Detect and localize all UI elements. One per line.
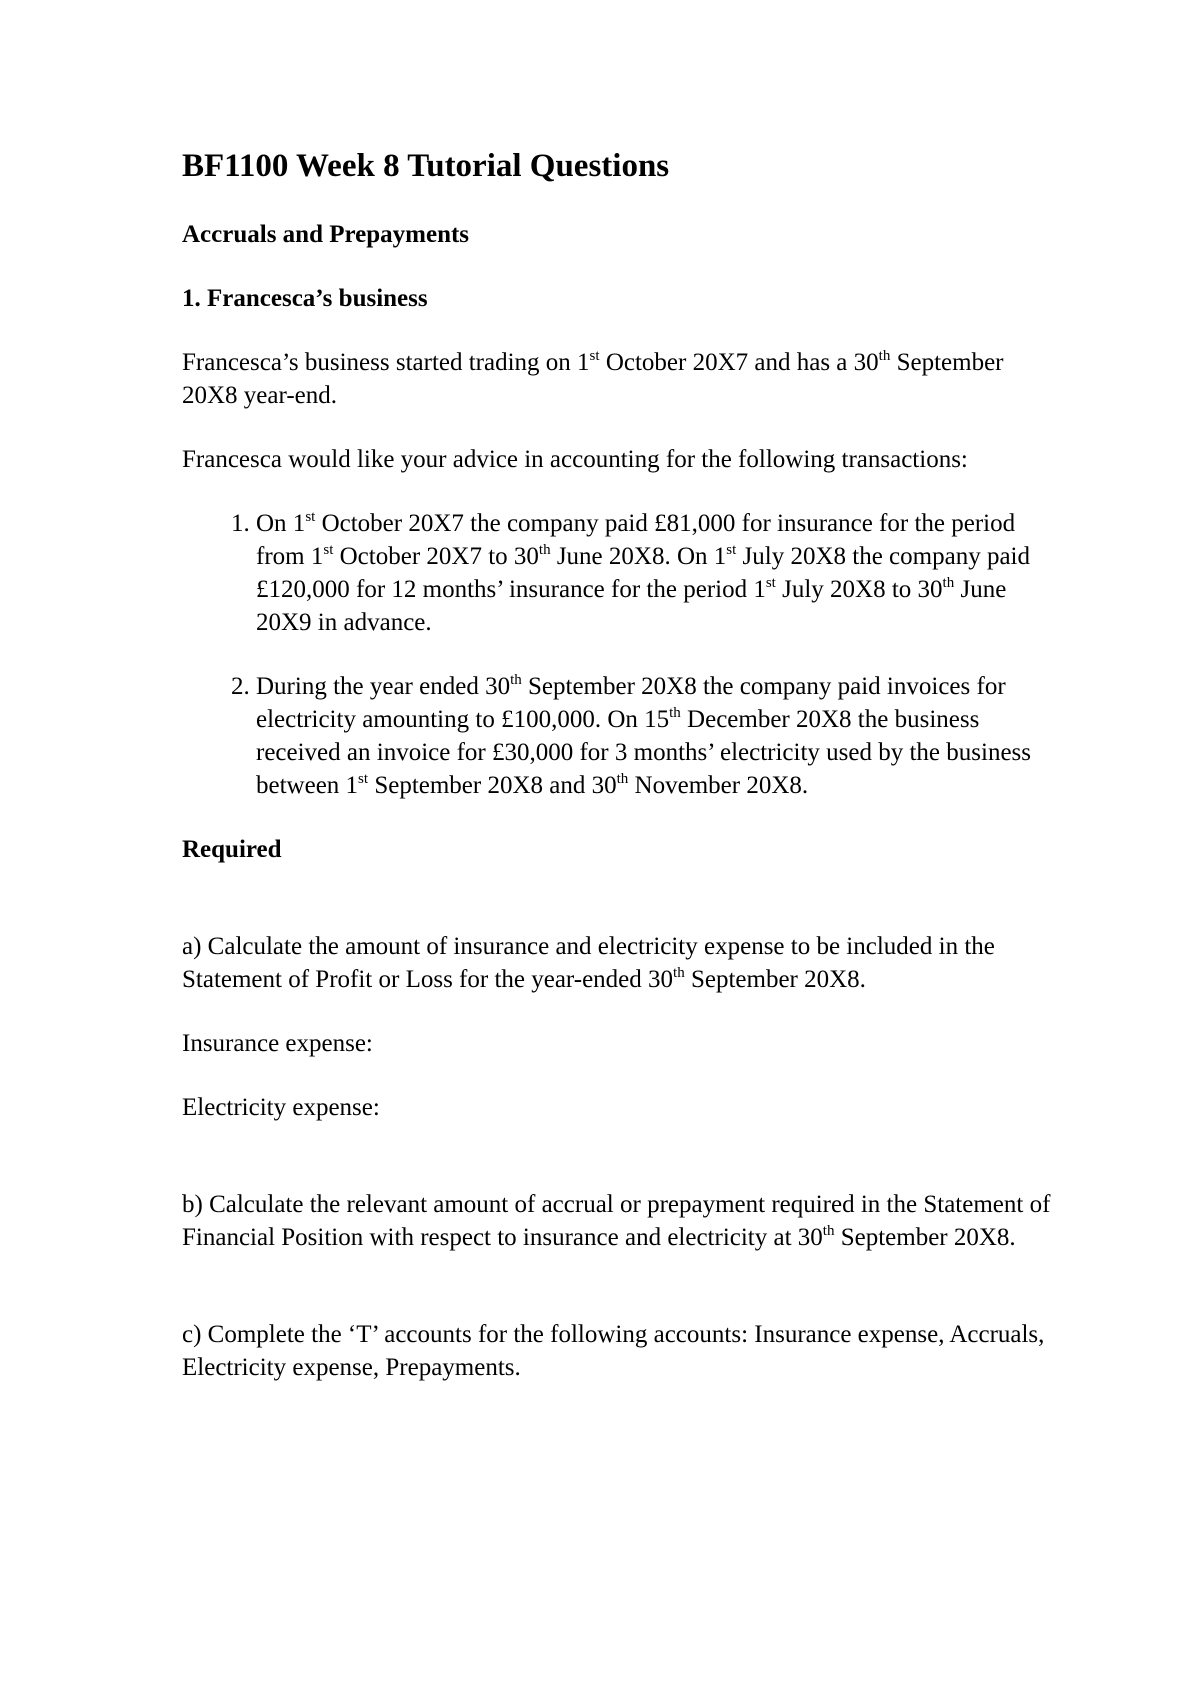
part-a-question: a) Calculate the amount of insurance and electricity expense to be included in the Statement of Profit or Loss for the year-ended 30th September 20X8. bbox=[182, 933, 995, 993]
insurance-expense-label: Insurance expense: bbox=[182, 1030, 373, 1057]
intro-paragraph: Francesca’s business started trading on 1st October 20X7 and has a 30th September 20X8 year-end. bbox=[182, 348, 1004, 409]
list-item: 1. On 1st October 20X7 the company paid £81,000 for insurance for the period from 1st October 20X7 to 30th June 20X8. On 1st July 20X8 the company paid £120,000 for 12 months’ insurance for the period 1st July 20X8 to 30th June 20X9 in advance. bbox=[256, 507, 1062, 639]
required-heading: Required bbox=[182, 836, 282, 863]
list-item: 2. During the year ended 30th September 20X8 the company paid invoices for electricity amounting to £100,000. On 15th December 20X8 the business received an invoice for £30,000 for 3 months’ electricity used by the business between 1st September 20X8 and 30th November 20X8. bbox=[256, 670, 1062, 802]
document-body bbox=[182, 146, 1062, 1415]
transactions-list bbox=[182, 507, 1062, 802]
advice-paragraph: Francesca would like your advice in accounting for the following transactions: bbox=[182, 446, 968, 473]
document-title: BF1100 Week 8 Tutorial Questions bbox=[182, 148, 670, 184]
part-c-question: c) Complete the ‘T’ accounts for the following accounts: Insurance expense, Accruals, Electricity expense, Prepayments. bbox=[182, 1321, 1045, 1381]
question-heading: 1. Francesca’s business bbox=[182, 285, 428, 312]
topic-heading: Accruals and Prepayments bbox=[182, 221, 470, 248]
part-b-question: b) Calculate the relevant amount of accrual or prepayment required in the Statement of Financial Position with respect to insurance and electricity at 30th September 20X8. bbox=[182, 1191, 1051, 1251]
electricity-expense-label: Electricity expense: bbox=[182, 1094, 380, 1121]
